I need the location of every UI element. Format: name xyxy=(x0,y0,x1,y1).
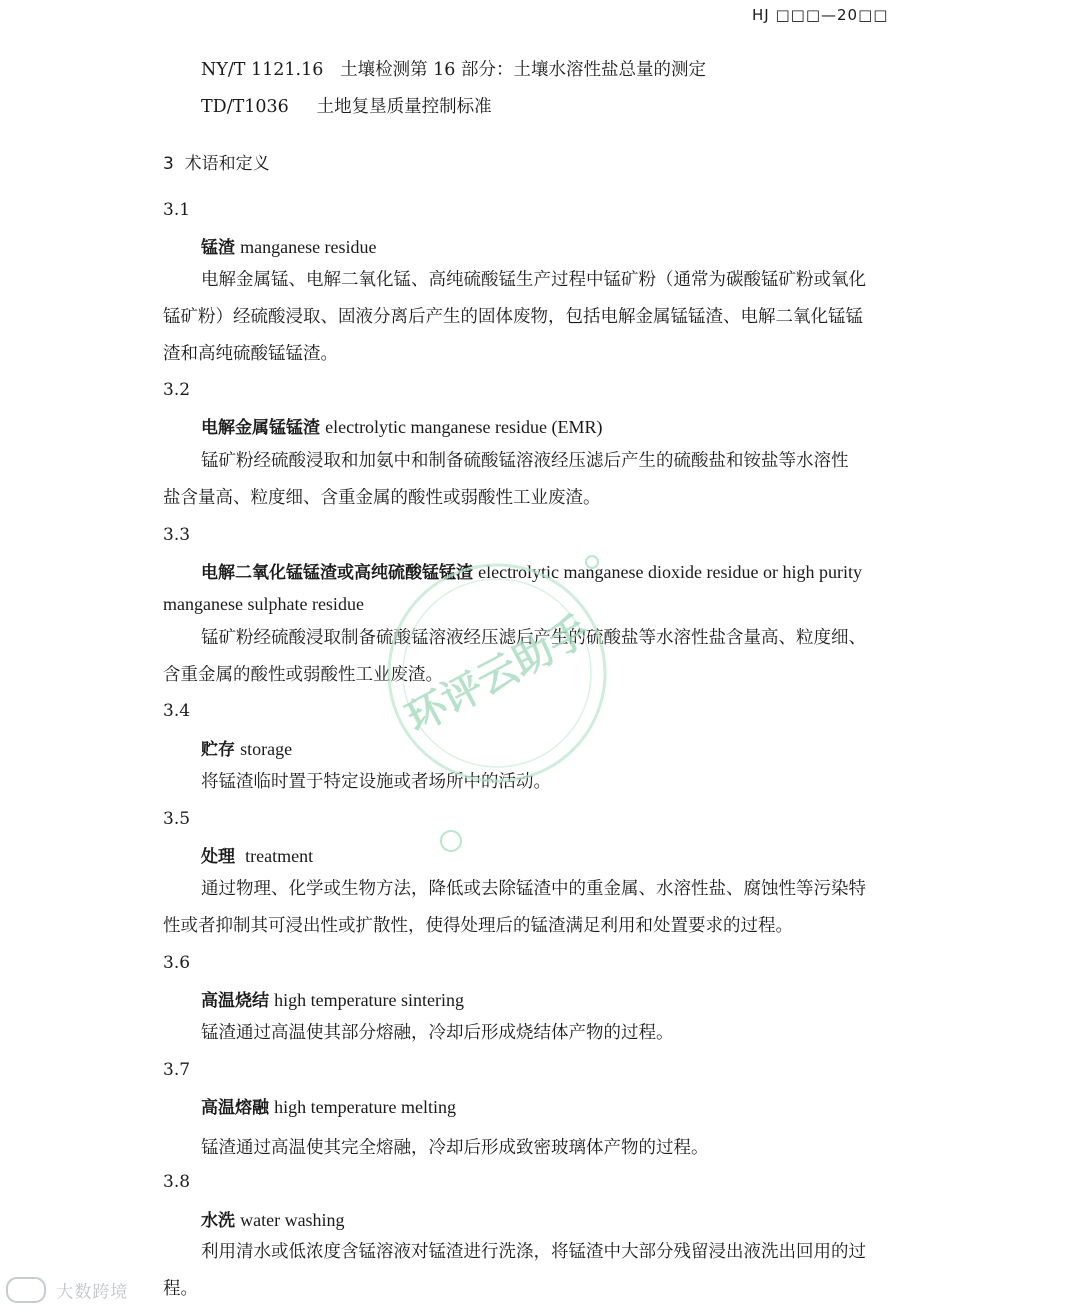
term-def-line: 渣和高纯硫酸锰锰渣。 xyxy=(163,344,338,364)
term-en: high temperature melting xyxy=(274,1097,457,1117)
section-number: 3 xyxy=(163,154,174,174)
term-number: 3.2 xyxy=(163,380,191,400)
reference-code: NY/T 1121.16 xyxy=(201,60,324,80)
section-title: 术语和定义 xyxy=(184,154,270,174)
term-number: 3.5 xyxy=(163,809,191,829)
reference-title: 土地复垦质量控制标准 xyxy=(316,97,492,117)
footer-logo xyxy=(6,1277,128,1303)
term-def-line: 程。 xyxy=(163,1279,198,1299)
term-number: 3.7 xyxy=(163,1060,191,1080)
watermark-stamp xyxy=(372,548,622,798)
term-cn: 贮存 xyxy=(201,740,235,760)
term-def-line: 将锰渣临时置于特定设施或者场所中的活动。 xyxy=(201,772,551,792)
term-heading xyxy=(201,1206,345,1231)
term-en: electrolytic manganese dioxide residue or high purity xyxy=(478,562,862,582)
term-heading xyxy=(201,413,603,438)
term-number: 3.8 xyxy=(163,1172,191,1192)
term-number: 3.3 xyxy=(163,525,191,545)
term-cn: 水洗 xyxy=(201,1211,235,1231)
doc-header-code: HJ □□□—20□□ xyxy=(752,6,889,24)
term-heading xyxy=(201,735,292,760)
reference-line-1 xyxy=(201,60,706,80)
logo-text: 大数跨境 xyxy=(56,1282,129,1303)
term-def-line: 性或者抑制其可浸出性或扩散性，使得处理后的锰渣满足利用和处置要求的过程。 xyxy=(163,916,793,936)
term-def-line: 盐含量高、粒度细、含重金属的酸性或弱酸性工业废渣。 xyxy=(163,488,601,508)
term-number: 3.6 xyxy=(163,953,191,973)
term-heading xyxy=(201,986,464,1011)
term-cn: 高温熔融 xyxy=(201,1098,269,1118)
term-en: water washing xyxy=(240,1210,345,1230)
term-en: storage xyxy=(240,739,293,759)
term-def-line: 利用清水或低浓度含锰溶液对锰渣进行洗涤，将锰渣中大部分残留浸出液洗出回用的过 xyxy=(201,1242,866,1262)
term-en: electrolytic manganese residue (EMR) xyxy=(325,417,603,437)
term-def-line: 锰渣通过高温使其完全熔融，冷却后形成致密玻璃体产物的过程。 xyxy=(201,1138,709,1158)
term-number: 3.4 xyxy=(163,701,191,721)
term-def-line: 锰渣通过高温使其部分熔融，冷却后形成烧结体产物的过程。 xyxy=(201,1023,674,1043)
term-cn: 电解二氧化锰锰渣或高纯硫酸锰锰渣 xyxy=(201,563,473,583)
watermark-dot-icon xyxy=(438,828,464,854)
term-heading xyxy=(201,233,377,258)
term-cn: 高温烧结 xyxy=(201,991,269,1011)
reference-title: 土壤检测第 16 部分：土壤水溶性盐总量的测定 xyxy=(340,60,706,80)
term-def-line: 锰矿粉经硫酸浸取和加氨中和制备硫酸锰溶液经压滤后产生的硫酸盐和铵盐等水溶性 xyxy=(201,451,849,471)
term-number: 3.1 xyxy=(163,200,191,220)
reference-line-2 xyxy=(201,97,492,117)
term-heading xyxy=(201,842,313,867)
term-en: high temperature sintering xyxy=(274,990,465,1010)
term-def-line: 含重金属的酸性或弱酸性工业废渣。 xyxy=(163,665,443,685)
term-cn: 电解金属锰锰渣 xyxy=(201,418,320,438)
term-cn: 处理 xyxy=(201,847,235,867)
section-heading xyxy=(163,149,270,174)
term-en: treatment xyxy=(245,846,314,866)
logo-icon xyxy=(6,1277,46,1303)
term-en: manganese residue xyxy=(240,237,377,257)
term-def-line: 锰矿粉）经硫酸浸取、固液分离后产生的固体废物，包括电解金属锰锰渣、电解二氧化锰锰 xyxy=(163,307,863,327)
term-def-line: 锰矿粉经硫酸浸取制备硫酸锰溶液经压滤后产生的硫酸盐等水溶性盐含量高、粒度细、 xyxy=(201,628,866,648)
watermark-text: 环评云助手 xyxy=(398,607,598,743)
term-def-line: 电解金属锰、电解二氧化锰、高纯硫酸锰生产过程中锰矿粉（通常为碳酸锰矿粉或氧化 xyxy=(201,270,866,290)
term-def-line: 通过物理、化学或生物方法，降低或去除锰渣中的重金属、水溶性盐、腐蚀性等污染特 xyxy=(201,879,866,899)
term-heading xyxy=(201,1093,456,1118)
reference-code: TD/T1036 xyxy=(201,97,289,117)
term-cn: 锰渣 xyxy=(201,238,235,258)
term-en-continued: manganese sulphate residue xyxy=(163,594,364,614)
